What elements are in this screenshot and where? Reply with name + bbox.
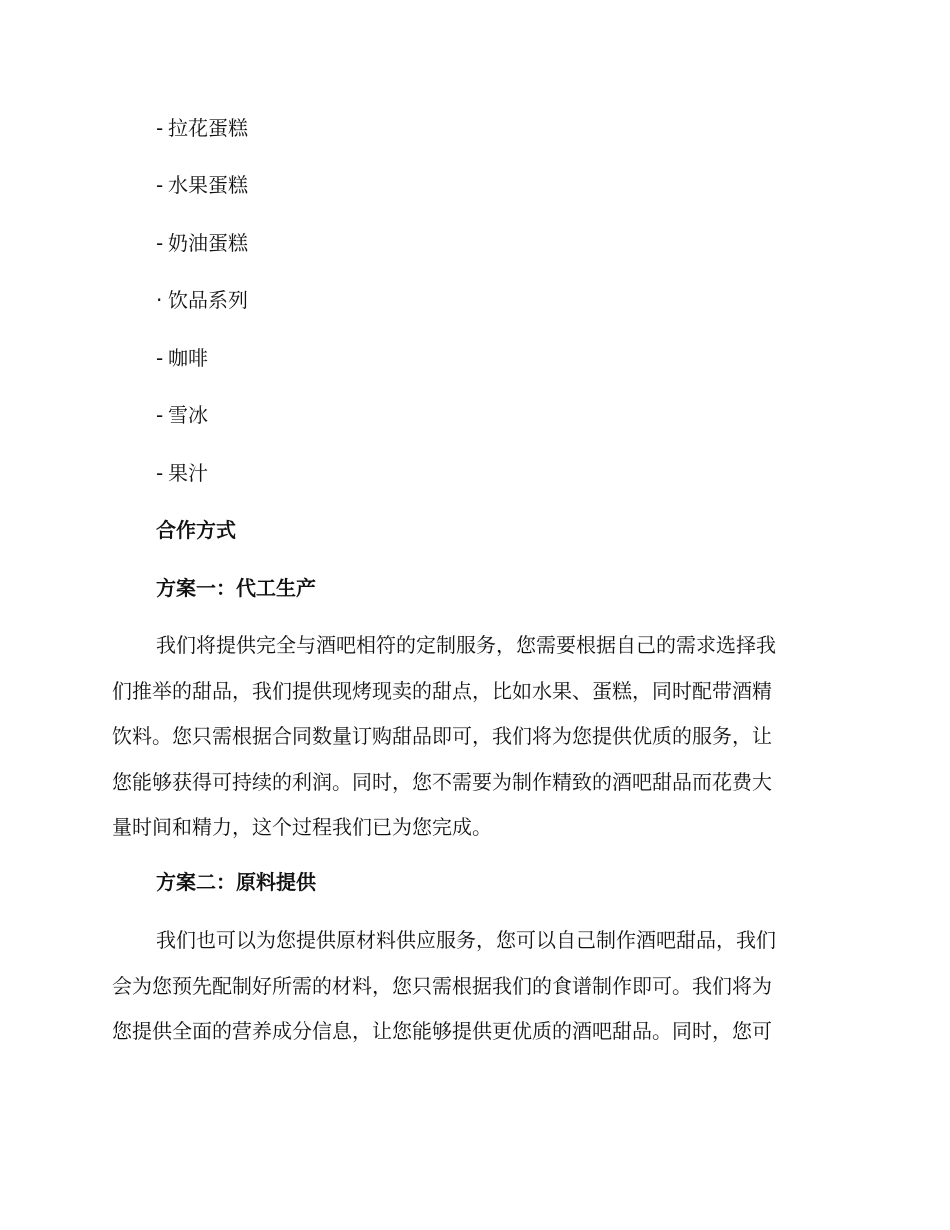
list-item-label: 奶油蛋糕 [168,231,248,255]
list-item-label: 水果蛋糕 [168,173,248,197]
list-item [156,286,248,314]
bullet-marker: · [156,288,163,312]
list-item [156,459,208,487]
section-heading: 合作方式 [156,518,236,542]
dash-marker: - [156,461,164,485]
dash-marker: - [156,403,164,427]
paragraph-line: 我们也可以为您提供原材料供应服务，您可以自己制作酒吧甜品，我们 [156,928,776,952]
list-item [156,229,248,257]
dash-marker: - [156,231,164,255]
list-item-label: 雪冰 [168,403,208,427]
dash-marker: - [156,346,164,370]
list-item [156,344,208,372]
list-item-label: 拉花蛋糕 [168,116,248,140]
plan1-heading: 方案一：代工生产 [156,576,316,600]
list-item-label: 咖啡 [168,346,208,370]
paragraph-line: 您提供全面的营养成分信息，让您能够提供更优质的酒吧甜品。同时，您可 [112,1019,772,1043]
list-item-label: 饮品系列 [168,288,248,312]
paragraph-line: 您能够获得可持续的利润。同时，您不需要为制作精致的酒吧甜品而花费大 [112,769,772,794]
list-item [156,114,248,142]
paragraph-line: 们推举的甜品，我们提供现烤现卖的甜点，比如水果、蛋糕，同时配带酒精 [112,678,772,703]
list-item [156,401,208,429]
plan1-paragraph [112,623,840,851]
dash-marker: - [156,116,164,140]
dash-marker: - [156,173,164,197]
plan2-paragraph [112,918,840,1055]
paragraph-line: 我们将提供完全与酒吧相符的定制服务，您需要根据自己的需求选择我 [156,633,776,657]
plan2-heading: 方案二：原料提供 [156,870,316,894]
paragraph-line: 饮料。您只需根据合同数量订购甜品即可，我们将为您提供优质的服务，让 [112,724,772,748]
list-item-label: 果汁 [168,461,208,485]
paragraph-line: 会为您预先配制好所需的材料，您只需根据我们的食谱制作即可。我们将为 [112,973,772,998]
list-item [156,171,248,199]
paragraph-line: 量时间和精力，这个过程我们已为您完成。 [112,815,492,839]
